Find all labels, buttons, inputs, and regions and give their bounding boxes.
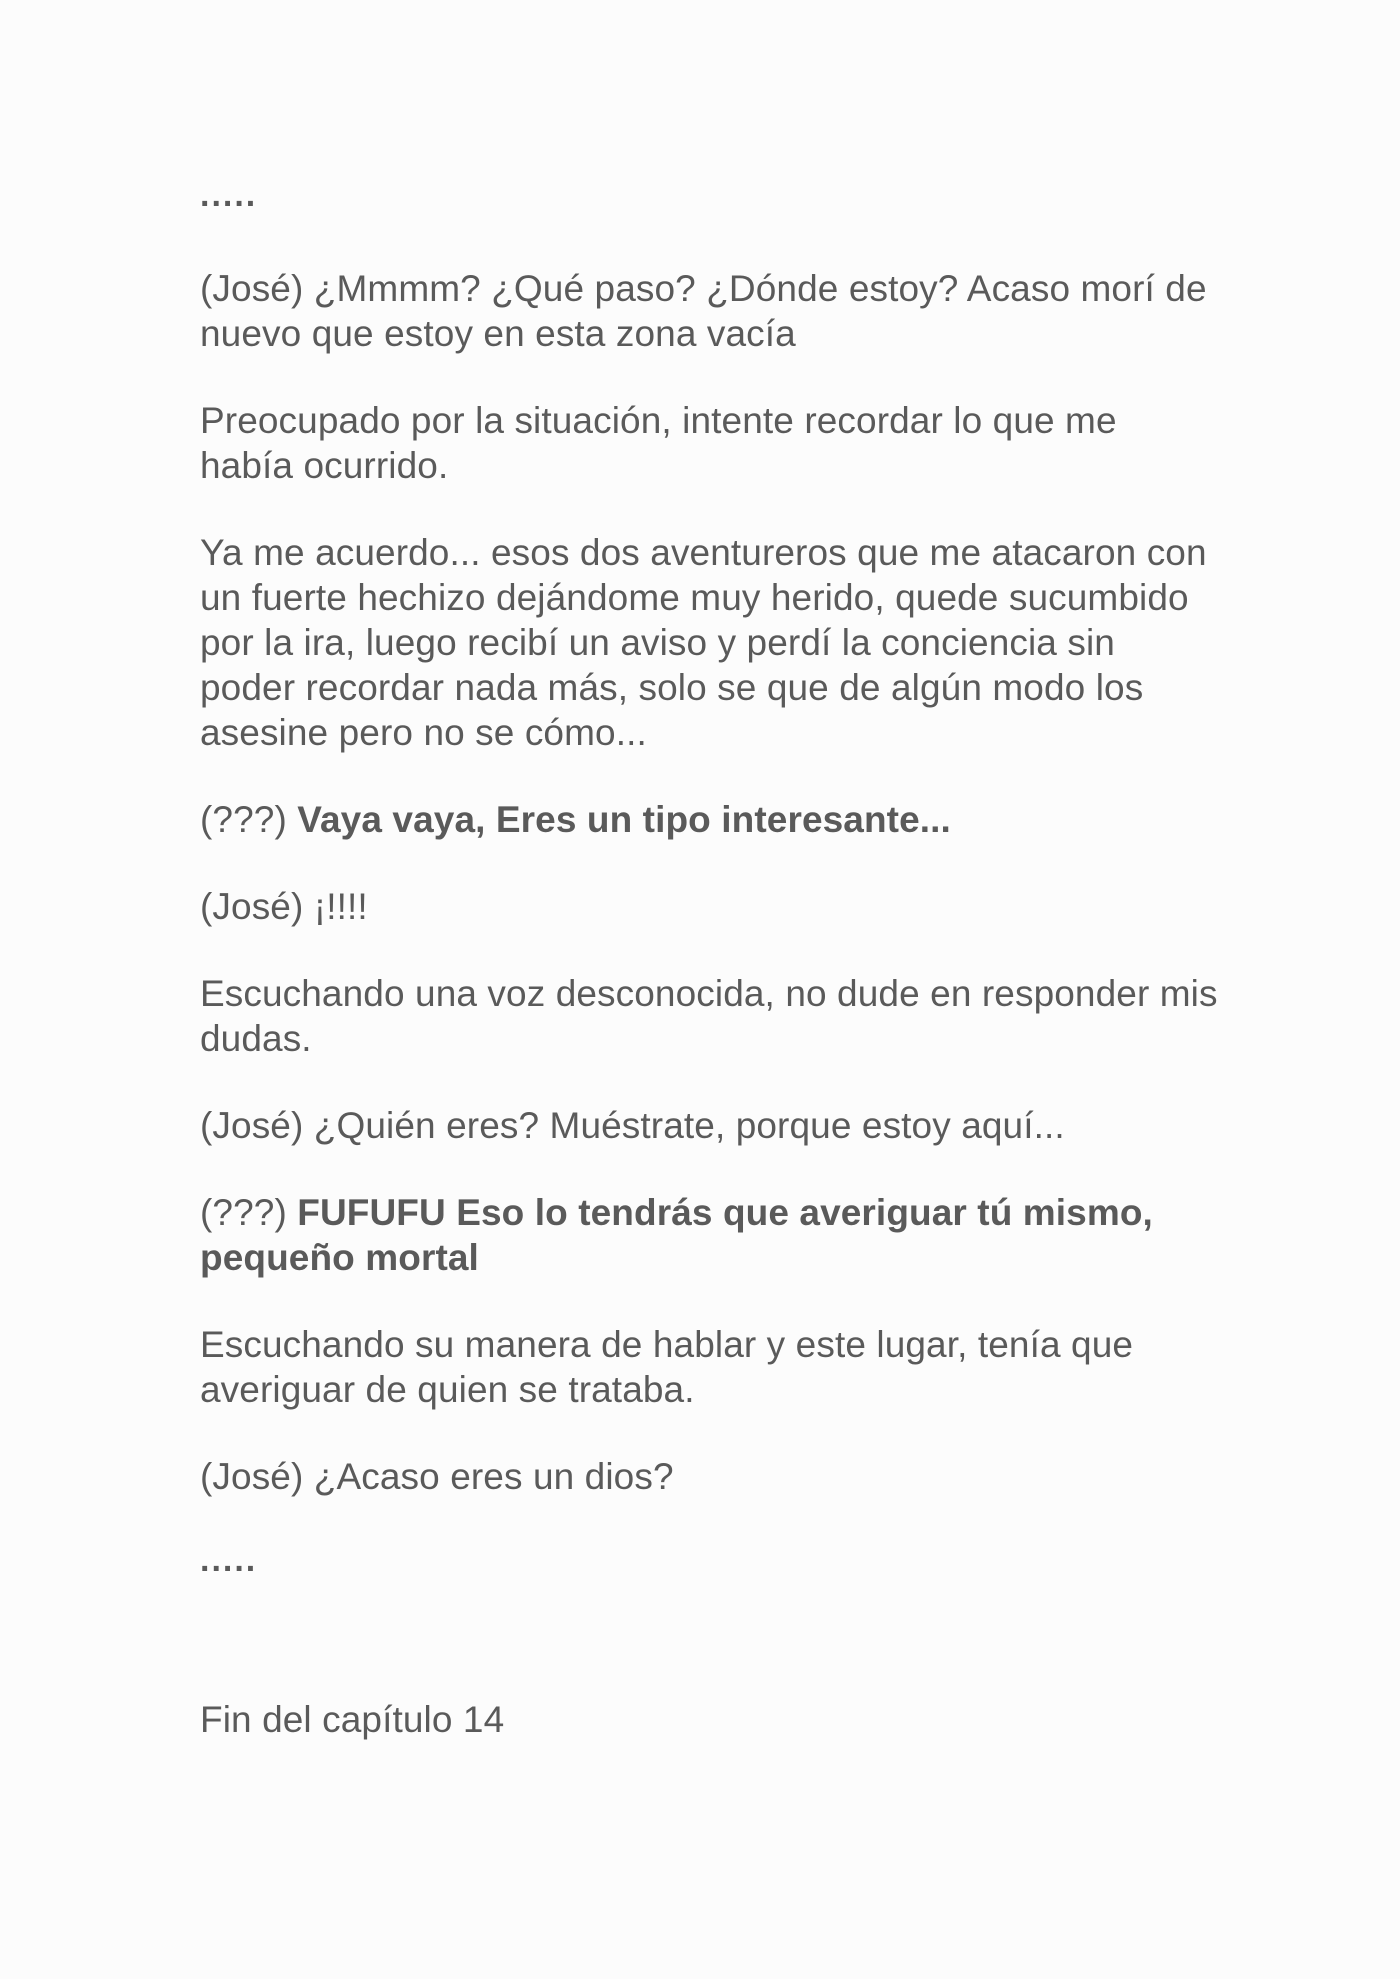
separator-top: ..... bbox=[200, 176, 258, 214]
unknown-speech-1: Vaya vaya, Eres un tipo interesante... bbox=[297, 799, 951, 840]
paragraph-5: (José) ¡!!!! bbox=[200, 886, 368, 927]
paragraph-1: (José) ¿Mmmm? ¿Qué paso? ¿Dónde estoy? Acaso morí de nuevo que estoy en esta zona vacía bbox=[200, 268, 1207, 354]
paragraph-7: (José) ¿Quién eres? Muéstrate, porque estoy aquí... bbox=[200, 1105, 1065, 1146]
paragraph-3: Ya me acuerdo... esos dos aventureros que me atacaron con un fuerte hechizo dejándome muy herido, quede sucumbido por la ira, luego recibí un aviso y perdí la conciencia sin poder recordar nada más, solo se que de algún modo los asesine pero no se cómo... bbox=[200, 532, 1207, 753]
paragraph-4 bbox=[200, 797, 1220, 842]
speaker-unknown: (???) bbox=[200, 799, 298, 840]
unknown-speech-2: FUFUFU Eso lo tendrás que averiguar tú mismo, pequeño mortal bbox=[200, 1192, 1153, 1278]
paragraph-9: Escuchando su manera de hablar y este lugar, tenía que averiguar de quien se trataba. bbox=[200, 1324, 1134, 1410]
speaker-unknown: (???) bbox=[200, 1192, 298, 1233]
paragraph-6: Escuchando una voz desconocida, no dude en responder mis dudas. bbox=[200, 973, 1218, 1059]
paragraph-2: Preocupado por la situación, intente recordar lo que me había ocurrido. bbox=[200, 400, 1117, 486]
separator-bottom: ..... bbox=[200, 1541, 258, 1579]
chapter-end-text: Fin del capítulo 14 bbox=[200, 1699, 505, 1740]
paragraph-8 bbox=[200, 1190, 1220, 1280]
paragraph-10: (José) ¿Acaso eres un dios? bbox=[200, 1456, 674, 1497]
